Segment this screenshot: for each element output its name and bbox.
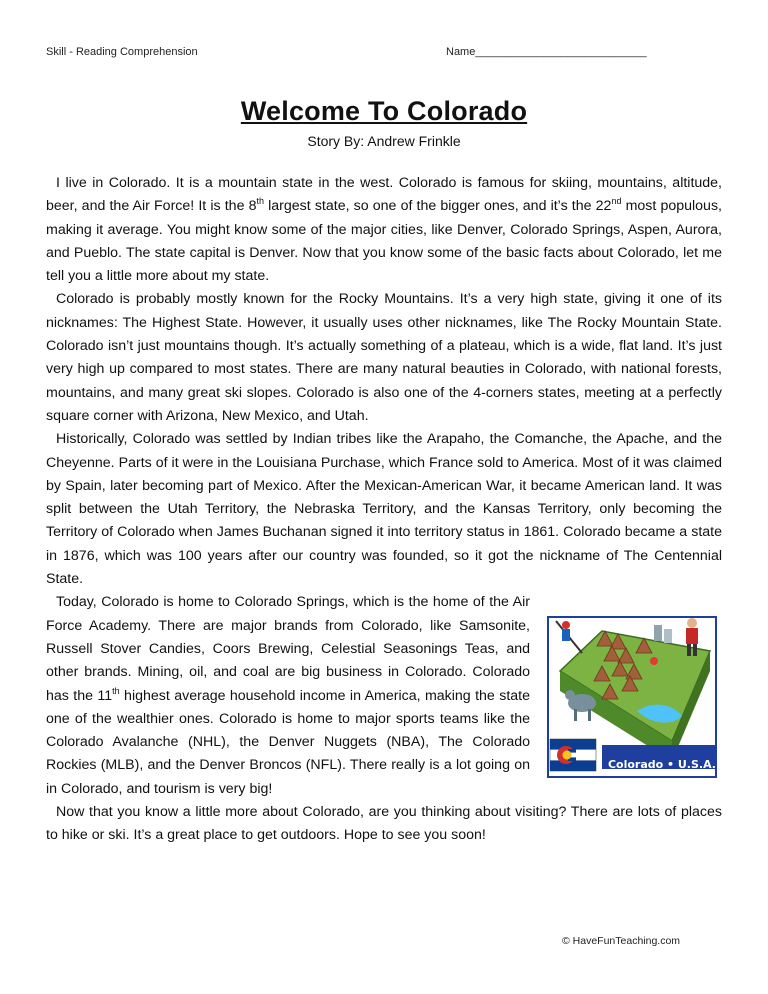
- name-line: ____________________________: [475, 46, 647, 58]
- story-author: Story By: Andrew Frinkle: [307, 133, 461, 149]
- paragraph-4: Today, Colorado is home to Colorado Springs, which is the home of the Air Force Academy. There are major brands from Colorado, like Samsonite, Russell Stover Candies, Coors Brewing, Celestial Seasonings Teas, and other brands. Mining, oil, and coal are big business in Colorado. Colorado has the 11th highest average household income in America, making the state one of the wealthier ones. Colorado is home to major sports teams like the Colorado Avalanche (NHL), the Denver Nuggets (NBA), The Colorado Rockies (MLB), and the Denver Broncos (NFL). There really is a lot going on in Colorado, and tourism is very big!: [46, 594, 530, 797]
- page-title: Welcome To Colorado: [240, 96, 528, 126]
- story-body: [46, 172, 722, 848]
- colorado-map-image: [542, 591, 722, 779]
- paragraph-5: Now that you know a little more about Colorado, are you thinking about visiting? There are lots of places to hike or ski. It’s a great place to get outdoors. Hope to see you soon!: [46, 804, 722, 844]
- name-label: Name: [446, 46, 476, 58]
- copyright-footer: © HaveFunTeaching.com: [562, 935, 681, 947]
- paragraph-1: I live in Colorado. It is a mountain state in the west. Colorado is famous for skiing, mountains, altitude, beer, and the Air Force! It is the 8th largest state, so one of the bigger ones, and it’s the 22nd most populous, making it average. You might know some of the major cities, like Denver, Colorado Springs, Aspen, Aurora, and Pueblo. The state capital is Denver. Now that you know some of the basic facts about Colorado, let me tell you a little more about my state.: [46, 175, 722, 285]
- skill-label: Skill - Reading Comprehension: [46, 46, 198, 58]
- paragraph-3: Historically, Colorado was settled by Indian tribes like the Arapaho, the Comanche, the Apache, and the Cheyenne. Parts of it were in the Louisiana Purchase, which France sold to America. Most of it was claimed by Spain, later becoming part of Mexico. After the Mexican-American War, it became American land. It was split between the Utah Territory, the Nebraska Territory, and the Kansas Territory, only becoming the Territory of Colorado when James Buchanan signed it into territory status in 1861. Colorado became a state in 1876, which was 100 years after our country was founded, so it got the nickname of The Centennial State.: [46, 431, 722, 588]
- paragraph-2: Colorado is probably mostly known for the Rocky Mountains. It’s a very high state, giving it one of its nicknames: The Highest State. However, it usually uses other nicknames, like The Rocky Mountain State. Colorado isn’t just mountains though. It’s actually something of a plateau, which is a wide, flat land. It’s just very high up compared to most states. There are many natural beauties in Colorado, with national forests, mountains, and many great ski slopes. Colorado is also one of the 4-corners states, meeting at a perfectly square corner with Arizona, New Mexico, and Utah.: [46, 291, 722, 424]
- colorado-illustration: [542, 591, 722, 779]
- colorado-flag-icon: [550, 739, 596, 771]
- illustration-caption: Colorado • U.S.A.: [607, 758, 716, 772]
- name-field[interactable]: [446, 46, 647, 58]
